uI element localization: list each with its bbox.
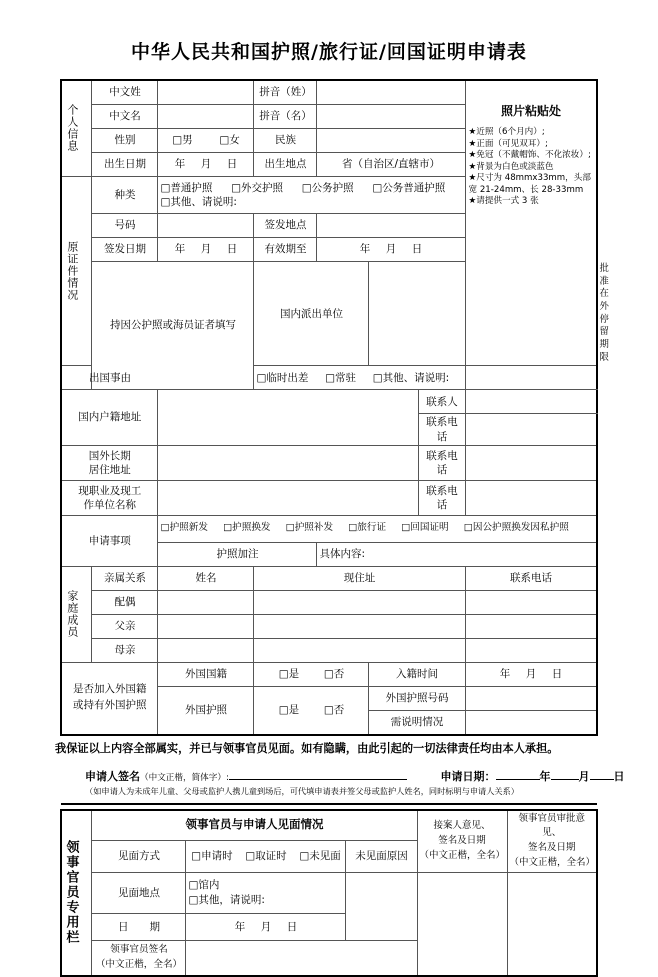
checkbox-nationality-no[interactable] — [324, 668, 344, 680]
label-service-passport: 公务护照 — [311, 181, 354, 194]
valid-day: 日 — [411, 243, 423, 256]
input-spouse-address[interactable] — [254, 590, 465, 614]
label-valid-until: 有效期至 — [254, 237, 317, 261]
note-applicant-signature: （中文正楷，简体字）: — [140, 772, 229, 783]
checkbox-meeting-place-other[interactable] — [188, 893, 343, 907]
label-nationality-no: 否 — [333, 668, 345, 681]
input-contact-phone-overseas[interactable] — [465, 445, 597, 480]
checkbox-icon: □ — [463, 522, 473, 534]
row-foreign-nationality — [61, 662, 597, 686]
family-members-label: 家庭成员 — [65, 590, 79, 639]
input-application-day[interactable] — [590, 770, 614, 780]
label-no-meeting-reason: 未见面原因 — [346, 840, 417, 872]
main-form-table — [60, 79, 609, 736]
checkbox-nationality-yes[interactable] — [279, 668, 299, 680]
foreign-nationality-label-line2: 或持有外国护照 — [72, 699, 147, 712]
application-matters-options[interactable] — [158, 515, 597, 542]
checkbox-travel-document[interactable] — [348, 522, 386, 533]
label-naturalization-date: 入籍时间 — [369, 662, 465, 686]
input-issue-place[interactable] — [317, 213, 465, 237]
purpose-options[interactable] — [254, 366, 465, 390]
input-pinyin-surname[interactable] — [317, 80, 465, 105]
consular-label: 领事官员专用栏 — [63, 840, 79, 946]
checkbox-meeting-at-application[interactable] — [191, 850, 232, 862]
input-spouse-phone[interactable] — [465, 590, 597, 614]
checkbox-female[interactable] — [219, 134, 239, 146]
input-occupation[interactable] — [158, 480, 419, 515]
valid-year: 年 — [359, 243, 371, 256]
input-valid-until[interactable] — [317, 237, 465, 261]
checkbox-icon: □ — [188, 879, 199, 892]
approver-opinion-line3: （中文正楷，全名） — [509, 856, 596, 868]
section-label-foreign-nationality — [61, 662, 158, 735]
birth-day: 日 — [226, 158, 238, 171]
label-no-meeting: 未见面 — [309, 850, 341, 863]
label-overseas-residence — [61, 445, 158, 480]
foreign-nationality-options[interactable] — [254, 662, 369, 686]
label-service-ordinary-passport: 公务普通护照 — [382, 181, 446, 194]
input-foreign-passport-number[interactable] — [465, 686, 597, 710]
document-type-options-row2[interactable] — [160, 195, 462, 209]
input-mother-phone[interactable] — [465, 638, 597, 662]
photo-paste-area — [465, 80, 597, 366]
minor-applicant-note: （如申请人为未成年儿童、父母或监护人携儿童到场后，可代填申请表并签父母或监护人姓名，同时标明与申请人关系） — [85, 785, 519, 796]
label-dispatch-unit: 国内派出单位 — [254, 261, 369, 366]
input-contact-phone-domestic[interactable] — [465, 414, 597, 445]
label-contact-phone-work: 联系电话 — [419, 480, 465, 515]
input-contact-person[interactable] — [465, 390, 597, 414]
label-birth-place: 出生地点 — [254, 152, 317, 176]
foreign-passport-options[interactable] — [254, 686, 369, 735]
receiver-opinion-line2: 签名及日期 — [438, 834, 486, 846]
row-purpose — [61, 366, 597, 390]
checkbox-return-certificate[interactable] — [401, 522, 448, 533]
label-explanation: 需说明情况 — [369, 710, 465, 735]
input-annotation-content[interactable]: 具体内容: — [317, 542, 597, 566]
checkbox-icon: □ — [278, 704, 289, 717]
label-overseas-residence-line1: 国外长期 — [88, 449, 131, 462]
label-temporary-trip: 临时出差 — [266, 371, 309, 384]
table-row-mother — [61, 638, 597, 662]
label-purpose: 出国事由 — [61, 366, 158, 390]
checkbox-icon: □ — [160, 181, 171, 194]
photo-note-1: ★正面（可见双耳）; — [468, 138, 548, 149]
header-name: 姓名 — [158, 566, 254, 590]
checkbox-service-ordinary-passport[interactable] — [372, 182, 445, 194]
checkbox-icon: □ — [325, 371, 336, 384]
checkbox-new-passport[interactable] — [160, 522, 207, 533]
label-document-type: 种类 — [92, 176, 158, 213]
checkbox-icon: □ — [323, 704, 334, 717]
photo-title: 照片粘贴处 — [501, 103, 562, 118]
photo-note-5: ★请提供一式 3 张 — [468, 196, 539, 207]
checkbox-other-document-type[interactable] — [160, 196, 236, 208]
label-travel-document: 旅行证 — [357, 522, 387, 534]
checkbox-icon: □ — [160, 522, 170, 534]
unit-month: 月 — [578, 769, 590, 783]
label-meeting-place: 见面地点 — [92, 872, 186, 913]
input-issue-date[interactable] — [158, 237, 254, 261]
checkbox-no-meeting[interactable] — [299, 850, 340, 862]
label-purpose-other: 其他、请说明: — [382, 371, 450, 384]
document-type-options[interactable] — [158, 176, 465, 213]
row-overseas-residence — [61, 445, 597, 480]
label-domestic-household: 国内户籍地址 — [61, 390, 158, 445]
input-consular-date[interactable] — [186, 913, 346, 940]
input-pinyin-given-name[interactable] — [317, 104, 465, 128]
checkbox-icon: □ — [301, 181, 312, 194]
header-address: 现住址 — [254, 566, 465, 590]
label-foreign-passport: 外国护照 — [158, 686, 254, 735]
page-title: 中华人民共和国护照/旅行证/回国证明申请表 — [131, 41, 527, 63]
label-contact-phone-domestic: 联系电话 — [419, 414, 465, 445]
label-receiver-opinion — [417, 810, 507, 872]
checkbox-official-to-private[interactable] — [464, 522, 569, 533]
receiver-opinion-line1: 接案人意见、 — [433, 820, 491, 832]
label-father: 父亲 — [92, 614, 158, 638]
label-chinese-given-name: 中文名 — [92, 104, 158, 128]
label-diplomatic-passport: 外交护照 — [241, 181, 284, 194]
row-occupation — [61, 480, 597, 515]
checkbox-replace-passport[interactable] — [286, 522, 333, 533]
table-row-spouse — [61, 590, 597, 614]
input-explanation[interactable] — [465, 710, 597, 735]
label-document-number: 号码 — [92, 213, 158, 237]
label-contact-phone-overseas: 联系电话 — [419, 445, 465, 480]
label-meeting-place-embassy: 馆内 — [198, 879, 220, 892]
checkbox-icon: □ — [160, 195, 171, 208]
personal-info-label: 个人信息 — [65, 104, 79, 153]
header-relation: 亲属关系 — [92, 566, 158, 590]
photo-requirements — [466, 119, 597, 210]
label-issue-date: 签发日期 — [92, 237, 158, 261]
input-birth-date[interactable] — [158, 152, 254, 176]
header-phone: 联系电话 — [465, 566, 597, 590]
label-pinyin-surname: 拼音（姓） — [254, 80, 317, 105]
label-occupation-line2: 作单位名称 — [83, 498, 136, 511]
checkbox-icon: □ — [299, 850, 310, 863]
row-dispatch-unit: 持因公护照或海员证者填写 国内派出单位 批准在外停留期限 — [61, 261, 597, 366]
input-overseas-residence[interactable] — [158, 445, 419, 480]
checkbox-icon: □ — [172, 134, 183, 147]
label-mother: 母亲 — [92, 638, 158, 662]
checkbox-purpose-other[interactable] — [373, 372, 449, 384]
label-ordinary-passport: 普通护照 — [170, 181, 213, 194]
checkbox-icon: □ — [278, 668, 289, 681]
officer-signature-line1: 领事官员签名 — [110, 944, 168, 956]
label-meeting-place-other: 其他，请说明: — [198, 893, 265, 906]
signature-block — [29, 756, 629, 797]
issue-year: 年 — [174, 243, 186, 256]
input-applicant-signature[interactable] — [229, 770, 407, 780]
consular-month: 月 — [260, 920, 272, 933]
checkbox-service-passport[interactable] — [302, 182, 354, 194]
checkbox-renew-passport[interactable] — [223, 522, 270, 533]
row-meeting-place — [61, 872, 597, 913]
nat-day: 日 — [551, 668, 563, 681]
label-contact-person: 联系人 — [419, 390, 465, 414]
unit-year: 年 — [539, 769, 551, 783]
input-approver-opinion[interactable] — [507, 872, 597, 976]
checkbox-icon: □ — [188, 893, 199, 906]
meeting-method-options[interactable] — [186, 840, 346, 872]
nat-month: 月 — [525, 668, 537, 681]
checkbox-icon: □ — [323, 668, 334, 681]
checkbox-icon: □ — [401, 522, 411, 534]
consular-day: 日 — [286, 920, 298, 933]
section-label-personal-info — [61, 80, 92, 177]
label-renew-passport: 护照换发 — [232, 522, 271, 534]
birth-year: 年 — [174, 158, 186, 171]
input-application-month[interactable] — [551, 770, 579, 780]
approver-opinion-line1: 领事官员审批意见、 — [518, 812, 586, 839]
photo-note-0: ★近照（6个月内）; — [468, 127, 545, 138]
label-official-to-private: 因公护照换发因私护照 — [472, 522, 569, 534]
foreign-nationality-label-line1: 是否加入外国籍 — [72, 683, 147, 696]
label-meeting-at-collection: 取证时 — [255, 850, 287, 863]
label-consular-date: 日 期 — [92, 913, 186, 940]
consular-meeting-title: 领事官员与申请人见面情况 — [92, 810, 417, 840]
input-father-name[interactable] — [158, 614, 254, 638]
input-contact-phone-work[interactable] — [465, 480, 597, 515]
label-issue-place: 签发地点 — [254, 213, 317, 237]
row-consular-header — [61, 810, 597, 840]
checkbox-icon: □ — [256, 371, 267, 384]
consular-year: 年 — [234, 920, 246, 933]
label-occupation — [61, 480, 158, 515]
checkbox-icon: □ — [285, 522, 295, 534]
label-foreign-nationality: 外国国籍 — [158, 662, 254, 686]
input-ethnicity[interactable] — [317, 128, 465, 152]
input-father-address[interactable] — [254, 614, 465, 638]
input-document-number[interactable] — [158, 213, 254, 237]
label-officer-signature — [92, 940, 186, 976]
label-nationality-yes: 是 — [288, 668, 300, 681]
label-male: 男 — [182, 134, 193, 147]
label-female: 女 — [229, 134, 240, 147]
issue-day: 日 — [226, 243, 238, 256]
receiver-opinion-line3: （中文正楷，全名） — [419, 849, 506, 861]
label-resident: 常驻 — [335, 371, 357, 384]
input-officer-signature[interactable] — [186, 940, 417, 976]
input-dispatch-unit[interactable] — [369, 261, 465, 366]
label-overseas-residence-line2: 居住地址 — [88, 463, 131, 476]
input-naturalization-date[interactable] — [465, 662, 597, 686]
original-document-label: 原证件情况 — [65, 241, 79, 302]
label-foreign-passport-number: 外国护照号码 — [369, 686, 465, 710]
section-label-family-members — [61, 566, 92, 662]
valid-month: 月 — [385, 243, 397, 256]
label-application-date: 申请日期： — [440, 769, 496, 783]
checkbox-passport-yes[interactable] — [279, 704, 299, 716]
label-applicant-signature: 申请人签名 — [85, 769, 140, 783]
checkbox-meeting-at-collection[interactable] — [245, 850, 286, 862]
checkbox-icon: □ — [219, 134, 230, 147]
label-gender: 性别 — [92, 128, 158, 152]
row-application-matters — [61, 515, 597, 542]
input-spouse-name[interactable] — [158, 590, 254, 614]
officer-signature-line2: （中文正楷，全名） — [95, 958, 183, 970]
input-mother-address[interactable] — [254, 638, 465, 662]
photo-note-2: ★免冠（不戴帽饰、不化浓妆）; — [468, 150, 591, 161]
label-return-certificate: 回国证明 — [410, 522, 449, 534]
section-label-consular — [61, 810, 92, 976]
label-passport-annotation: 护照加注 — [158, 542, 317, 566]
checkbox-resident[interactable] — [325, 372, 356, 384]
checkbox-icon: □ — [245, 850, 256, 863]
label-pinyin-given-name: 拼音（名） — [254, 104, 317, 128]
input-no-meeting-reason[interactable] — [346, 872, 417, 940]
issue-month: 月 — [200, 243, 212, 256]
checkbox-icon: □ — [231, 181, 242, 194]
row-chinese-surname — [61, 80, 597, 105]
checkbox-icon: □ — [348, 522, 358, 534]
label-passport-yes: 是 — [288, 704, 300, 717]
document-type-options-row1[interactable] — [160, 181, 462, 195]
row-family-header — [61, 566, 597, 590]
label-approver-opinion — [507, 810, 597, 872]
photo-note-3: ★背景为白色或淡蓝色 — [468, 161, 554, 172]
label-meeting-at-application: 申请时 — [201, 850, 233, 863]
input-application-year[interactable] — [496, 770, 540, 780]
checkbox-icon: □ — [223, 522, 233, 534]
checkbox-icon: □ — [372, 181, 383, 194]
label-occupation-line1: 现职业及现工 — [78, 484, 142, 497]
input-chinese-given-name[interactable] — [158, 104, 254, 128]
input-birth-place[interactable]: 省（自治区/直辖市） — [317, 152, 465, 176]
label-birth-date: 出生日期 — [92, 152, 158, 176]
label-ethnicity: 民族 — [254, 128, 317, 152]
checkbox-ordinary-passport[interactable] — [160, 182, 212, 194]
nat-year: 年 — [499, 668, 511, 681]
section-label-original-document — [61, 176, 92, 366]
label-chinese-surname: 中文姓 — [92, 80, 158, 105]
label-replace-passport: 护照补发 — [294, 522, 334, 534]
divider — [61, 803, 597, 805]
checkbox-passport-no[interactable] — [324, 704, 344, 716]
checkbox-male[interactable] — [172, 134, 192, 146]
label-spouse: 配偶 — [92, 590, 158, 614]
table-row-father — [61, 614, 597, 638]
checkbox-icon: □ — [372, 371, 383, 384]
meeting-place-options[interactable] — [186, 872, 346, 913]
input-father-phone[interactable] — [465, 614, 597, 638]
label-new-passport: 护照新发 — [169, 522, 208, 534]
label-other-document-type: 其他、请说明: — [170, 195, 237, 208]
input-mother-name[interactable] — [158, 638, 254, 662]
unit-day: 日 — [613, 769, 625, 783]
checkbox-diplomatic-passport[interactable] — [231, 182, 283, 194]
declaration-text: 我保证以上内容全部属实，并已与领事官员见面。如有隐瞒，由此引起的一切法律责任均由本人承担。 — [55, 741, 559, 755]
row-household-address-contact-person — [61, 390, 597, 414]
checkbox-meeting-place-embassy[interactable] — [188, 878, 343, 892]
official-passport-label: 持因公护照或海员证者填写 — [109, 318, 236, 331]
signature-line — [85, 768, 629, 784]
label-meeting-method: 见面方式 — [92, 840, 186, 872]
input-chinese-surname[interactable] — [158, 80, 254, 105]
label-passport-no: 否 — [333, 704, 345, 717]
input-domestic-household[interactable] — [158, 390, 419, 445]
photo-note-4: ★尺寸为 48mmx33mm，头部宽 21-24mm、长 28-33mm — [468, 173, 591, 195]
checkbox-temporary-trip[interactable] — [256, 372, 308, 384]
approver-opinion-line2: 签名及日期 — [528, 842, 576, 854]
checkbox-icon: □ — [191, 850, 202, 863]
birth-month: 月 — [200, 158, 212, 171]
section-label-application-matters: 申请事项 — [61, 515, 158, 566]
input-receiver-opinion[interactable] — [417, 872, 507, 976]
consular-section-table — [60, 809, 598, 977]
gender-options[interactable] — [158, 128, 254, 152]
